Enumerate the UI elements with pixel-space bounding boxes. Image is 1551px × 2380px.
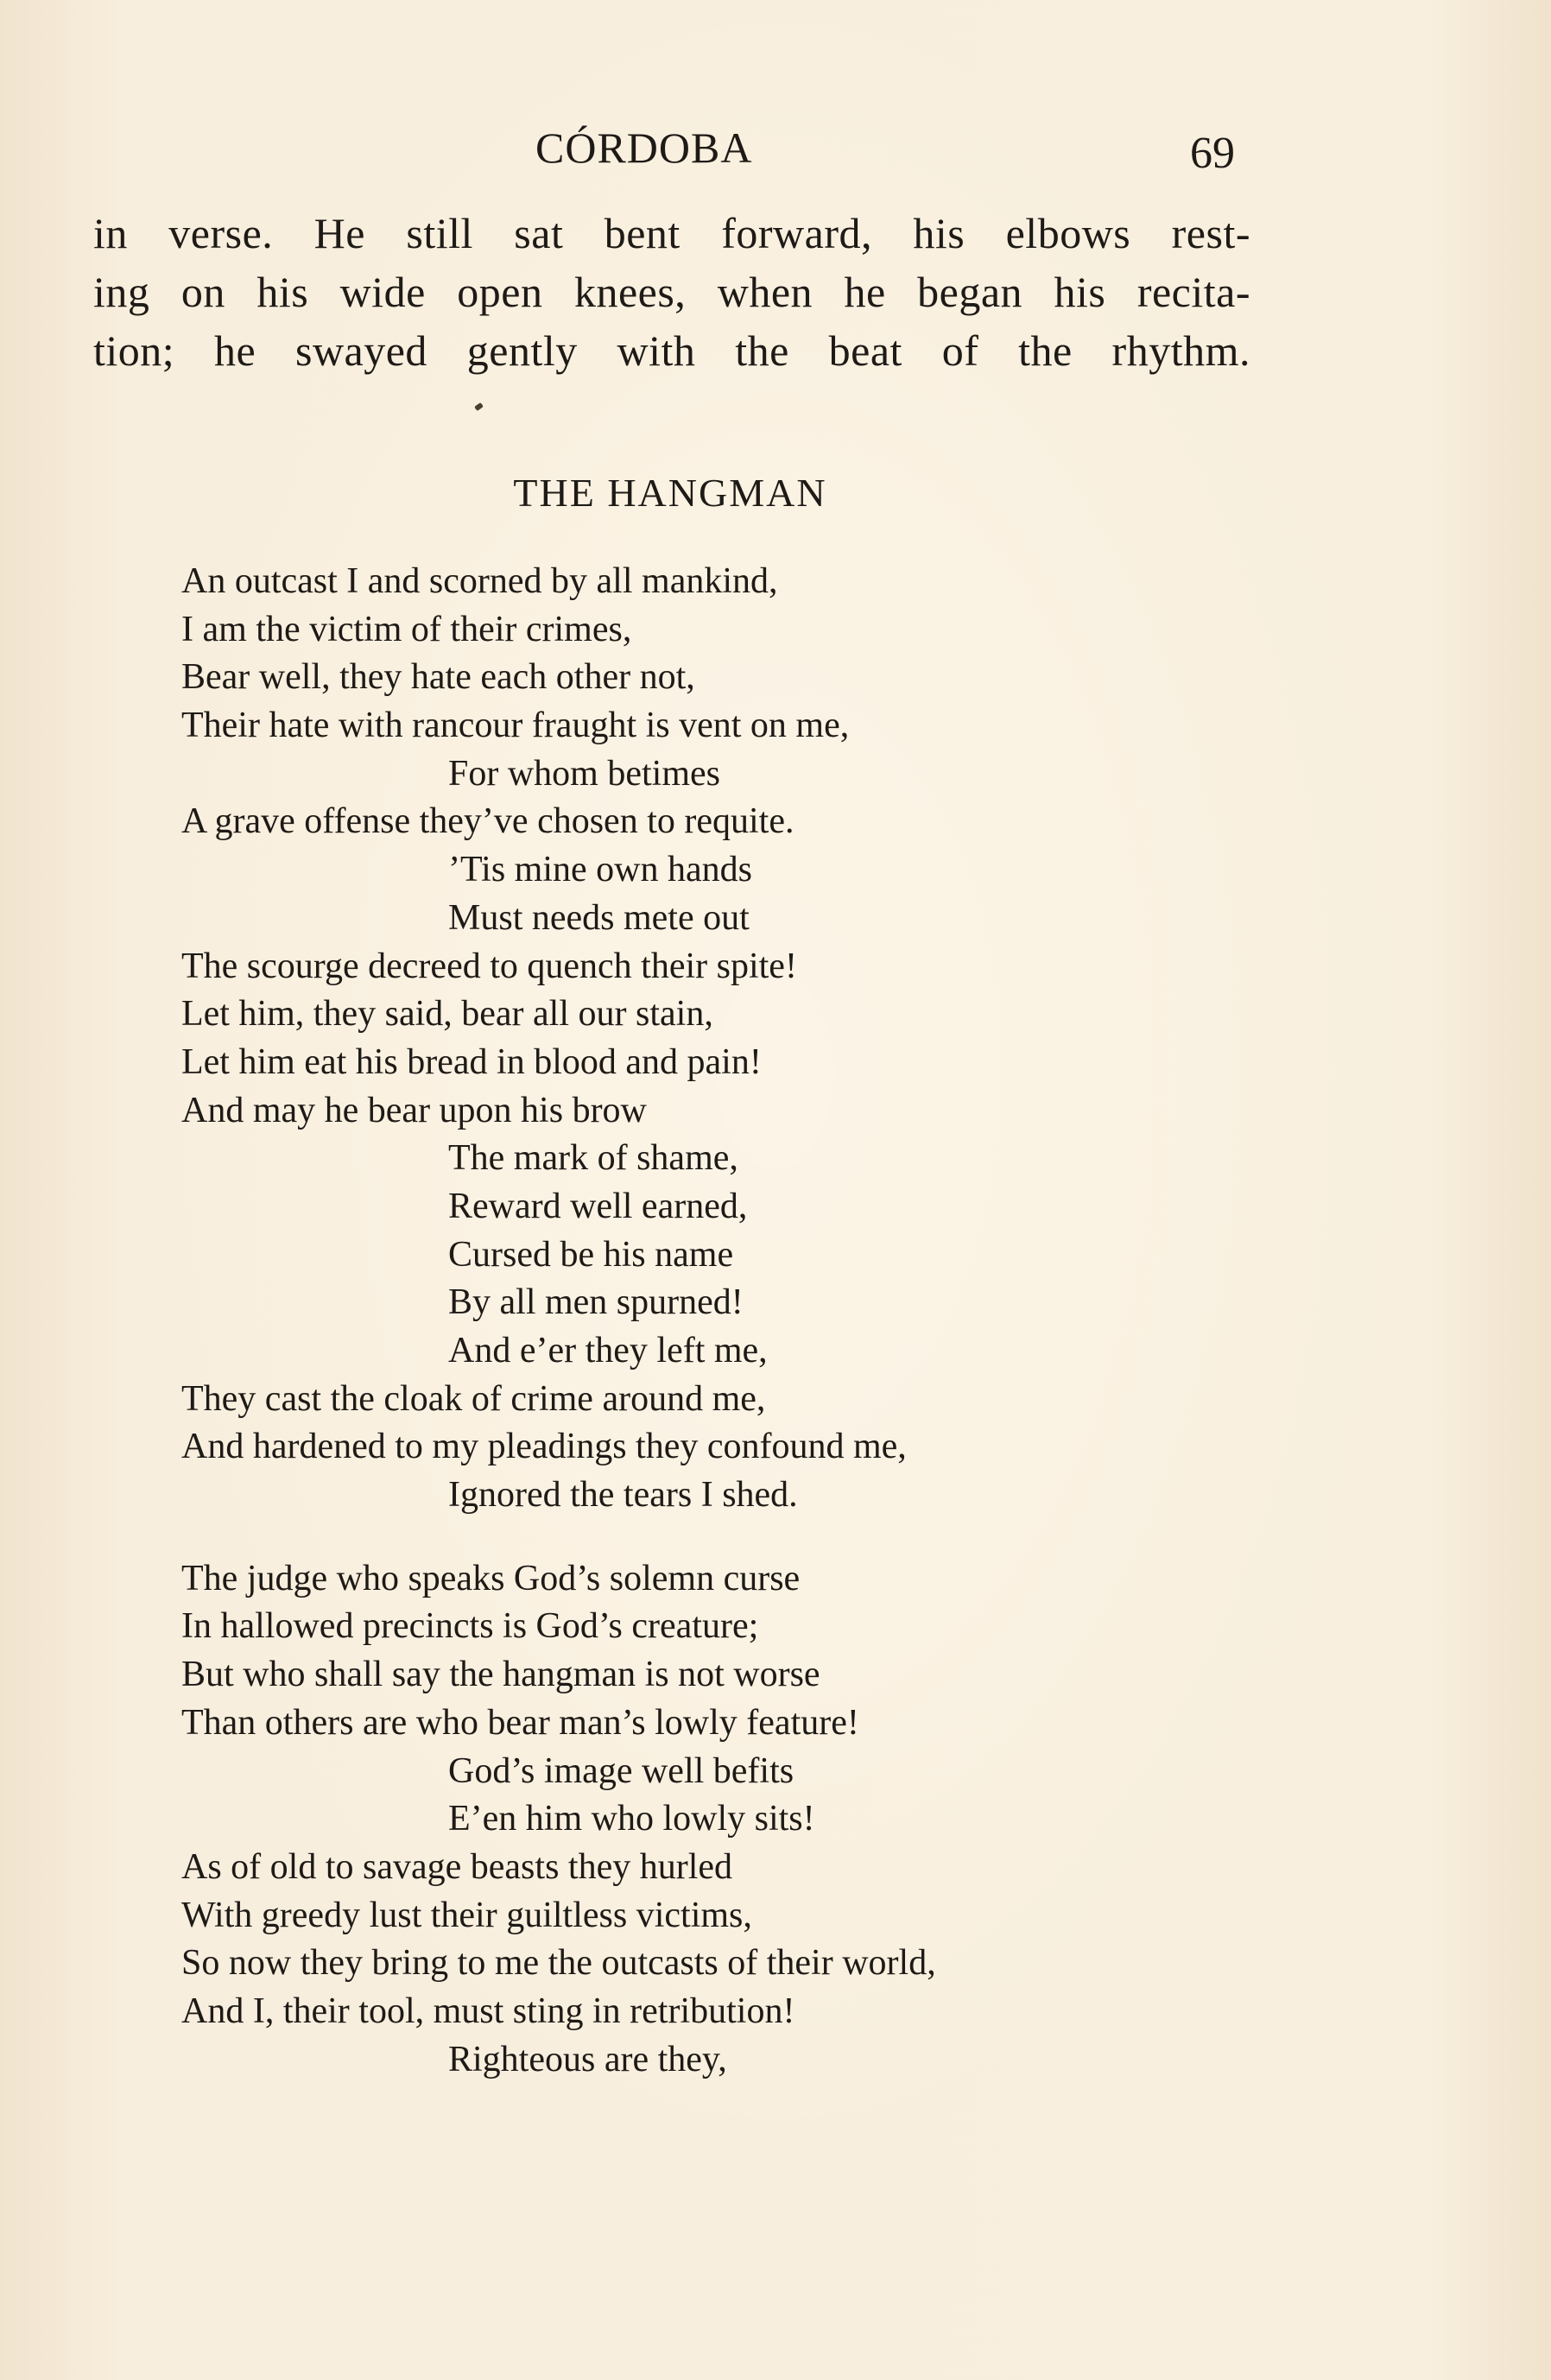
poem-line: But who shall say the hangman is not worse	[181, 1655, 820, 1695]
poem-line: So now they bring to me the outcasts of their world,	[181, 1943, 936, 1984]
poem-line: Must needs mete out	[448, 897, 750, 938]
poem-line: And I, their tool, must sting in retribution!	[181, 1991, 795, 2031]
intro-paragraph	[93, 204, 1250, 380]
poem-line: With greedy lust their guiltless victims,	[181, 1895, 752, 1935]
poem-line: Let him, they said, bear all our stain,	[181, 994, 713, 1035]
poem-line: By all men spurned!	[448, 1282, 744, 1323]
poem-line: The scourge decreed to quench their spite!	[181, 946, 797, 986]
running-head	[0, 123, 1551, 183]
page-number: 69	[1190, 129, 1235, 178]
poem-line: Ignored the tears I shed.	[448, 1475, 798, 1516]
poem-line: And hardened to my pleadings they confound me,	[181, 1427, 907, 1467]
poem-line: Reward well earned,	[448, 1186, 748, 1226]
poem-line: Their hate with rancour fraught is vent on me,	[181, 706, 850, 746]
poem-line: God’s image well befits	[448, 1750, 794, 1791]
ink-speck	[474, 402, 484, 411]
poem-line: Bear well, they hate each other not,	[181, 657, 695, 698]
poem-line: Righteous are they,	[448, 2039, 727, 2079]
running-head-title: CÓRDOBA	[535, 123, 753, 172]
poem-line: And may he bear upon his brow	[181, 1090, 647, 1130]
poem-title: THE HANGMAN	[513, 471, 827, 515]
intro-line: ing on his wide open knees, when he began his recita-	[93, 268, 1250, 316]
poem-stanza	[181, 558, 1218, 1520]
poem-line: A grave offense they’ve chosen to requite.	[181, 801, 794, 842]
poem-line: They cast the cloak of crime around me,	[181, 1378, 766, 1419]
poem-line: E’en him who lowly sits!	[448, 1799, 815, 1839]
poem-body	[181, 558, 1218, 2084]
poem-stanza	[181, 1555, 1218, 2085]
intro-line: tion; he swayed gently with the beat of the rhythm.	[93, 326, 1250, 375]
poem-line: As of old to savage beasts they hurled	[181, 1846, 733, 1887]
poem-line: In hallowed precincts is God’s creature;	[181, 1606, 759, 1647]
poem-line: The mark of shame,	[448, 1138, 738, 1179]
poem-line: I am the victim of their crimes,	[181, 609, 632, 649]
poem-line: Let him eat his bread in blood and pain!	[181, 1041, 762, 1082]
poem-line: Cursed be his name	[448, 1234, 734, 1275]
poem-line: And e’er they left me,	[448, 1331, 768, 1370]
poem-line: ’Tis mine own hands	[448, 850, 752, 890]
poem-line: The judge who speaks God’s solemn curse	[181, 1558, 801, 1598]
poem-line: Than others are who bear man’s lowly feature!	[181, 1702, 859, 1743]
intro-line: in verse. He still sat bent forward, his elbows rest-	[93, 209, 1250, 257]
poem-line: For whom betimes	[448, 753, 720, 794]
poem-line: An outcast I and scorned by all mankind,	[181, 561, 778, 601]
